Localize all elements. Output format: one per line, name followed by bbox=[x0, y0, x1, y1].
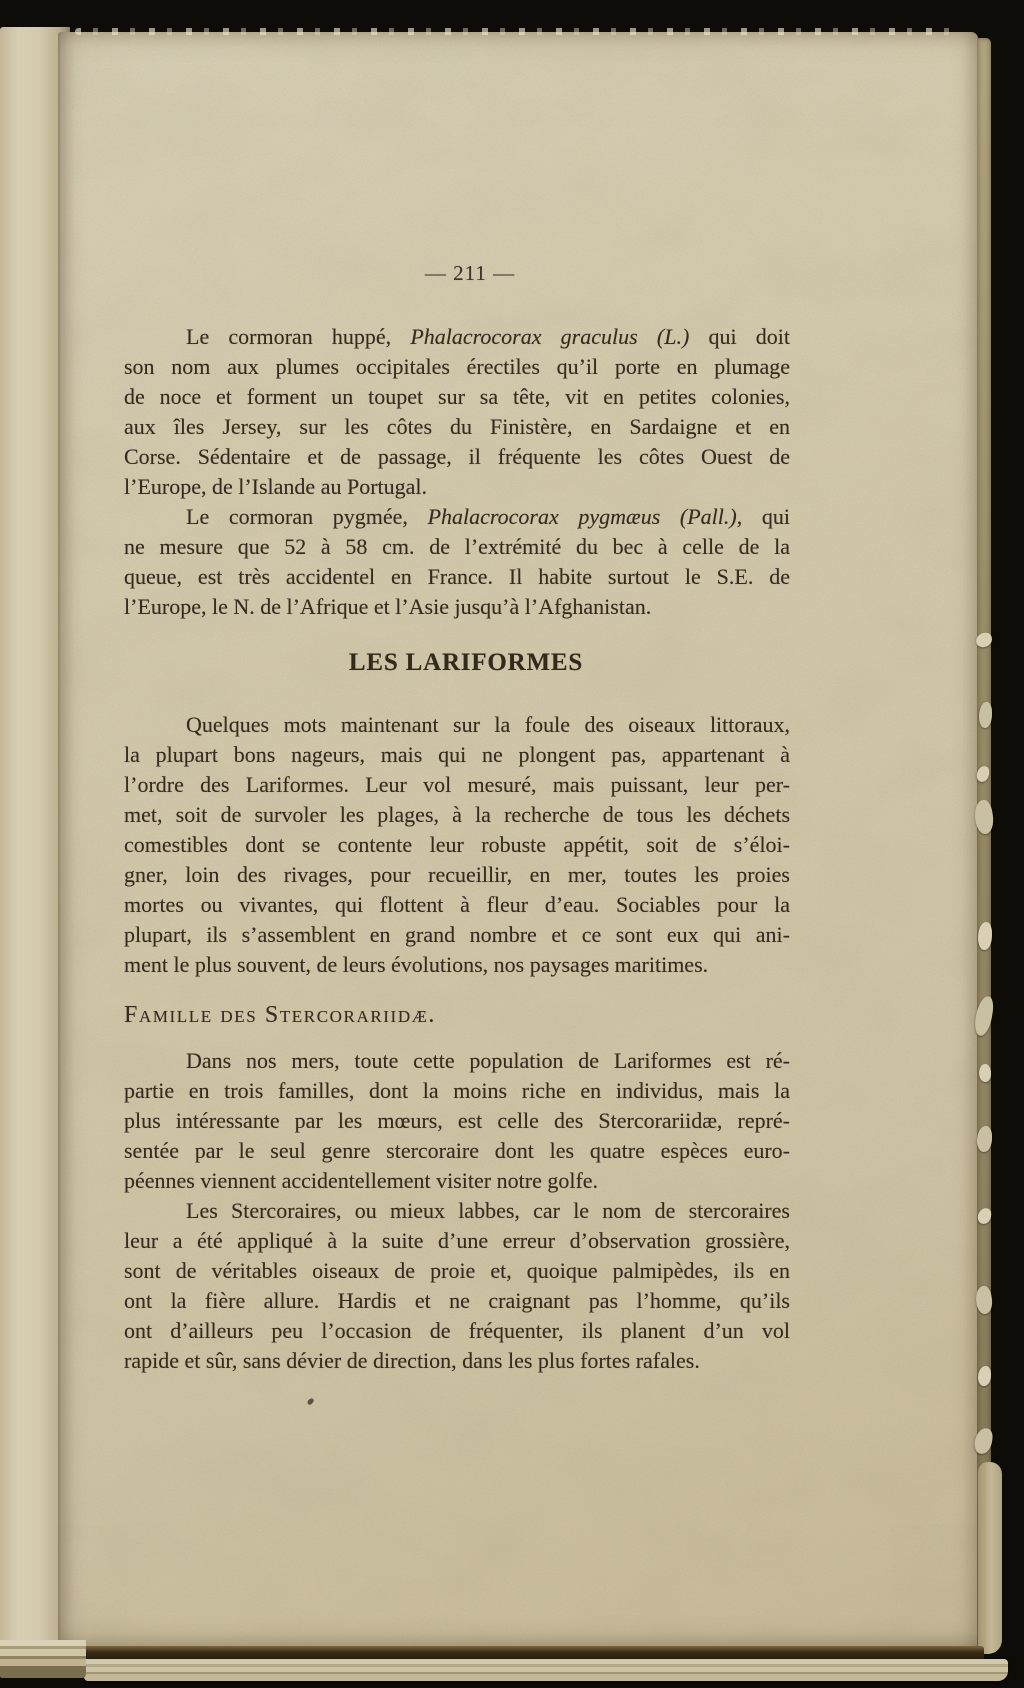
text-line bbox=[124, 1106, 790, 1136]
text-segment: , qui bbox=[736, 504, 790, 529]
text-line bbox=[124, 472, 790, 502]
text-line bbox=[124, 1196, 790, 1226]
page-edges-bulge-right bbox=[978, 1462, 1002, 1654]
paragraph-stercoraires bbox=[124, 1196, 790, 1376]
text-segment: Le cormoran huppé, bbox=[186, 324, 411, 349]
text-line bbox=[124, 1076, 790, 1106]
text-line bbox=[124, 800, 790, 830]
text-line bbox=[124, 442, 790, 472]
text-line bbox=[124, 1256, 790, 1286]
text-segment: Corse. Sédentaire et de passage, il fréquente les côtes Ouest de bbox=[124, 444, 790, 469]
text-segment: aux îles Jersey, sur les côtes du Finistère, en Sardaigne et en bbox=[124, 414, 790, 439]
text-segment: Les Stercoraires, ou mieux labbes, car le nom de stercoraires bbox=[186, 1198, 790, 1223]
text-segment: partie en trois familles, dont la moins riche en individus, mais la bbox=[124, 1078, 790, 1103]
paragraph-cormoran-pygmee bbox=[124, 502, 790, 622]
text-line bbox=[124, 352, 790, 382]
text-line bbox=[124, 1346, 790, 1376]
species-name-italic: Phalacrocorax pygmæus (Pall.) bbox=[427, 504, 737, 529]
paragraph-lariformes-intro bbox=[124, 710, 790, 980]
text-segment: gner, loin des rivages, pour recueillir, en mer, toutes les proies bbox=[124, 862, 790, 887]
text-line bbox=[124, 1046, 790, 1076]
text-line bbox=[124, 770, 790, 800]
text-segment: met, soit de survoler les plages, à la recherche de tous les déchets bbox=[124, 802, 790, 827]
text-segment: son nom aux plumes occipitales érectiles qu’il porte en plumage bbox=[124, 354, 790, 379]
text-segment: l’ordre des Lariformes. Leur vol mesuré, mais puissant, leur per- bbox=[124, 772, 790, 797]
text-line bbox=[124, 1226, 790, 1256]
text-segment: mortes ou vivantes, qui flottent à fleur d’eau. Sociables pour la bbox=[124, 892, 790, 917]
species-name-italic: Phalacrocorax graculus (L.) bbox=[410, 324, 690, 349]
text-segment: l’Europe, de l’Islande au Portugal. bbox=[124, 474, 428, 499]
paragraph-cormoran-huppe bbox=[124, 322, 790, 502]
text-segment: plupart, ils s’assemblent en grand nombre et ce sont eux qui ani- bbox=[124, 922, 790, 947]
text-line bbox=[124, 1316, 790, 1346]
page-stack-edges-bottom-left bbox=[0, 1640, 86, 1678]
text-line bbox=[124, 502, 790, 532]
text-segment: ont d’ailleurs peu l’occasion de fréquenter, ils planent d’un vol bbox=[124, 1318, 790, 1343]
text-line bbox=[124, 1286, 790, 1316]
text-segment: rapide et sûr, sans dévier de direction, dans les plus fortes rafales. bbox=[124, 1348, 700, 1373]
text-segment: l’Europe, le N. de l’Afrique et l’Asie jusqu’à l’Afghanistan. bbox=[124, 594, 652, 619]
text-line bbox=[124, 1136, 790, 1166]
text-line bbox=[124, 1166, 790, 1196]
page-block-edge-right bbox=[977, 38, 991, 1650]
text-line bbox=[124, 532, 790, 562]
text-segment: leur a été appliqué à la suite d’une erreur d’observation grossière, bbox=[124, 1228, 790, 1253]
text-line bbox=[124, 860, 790, 890]
text-line bbox=[124, 562, 790, 592]
ink-speck bbox=[306, 1397, 314, 1406]
family-heading-stercorariidae: Famille des Stercorariidæ. bbox=[124, 1002, 437, 1028]
text-line bbox=[124, 412, 790, 442]
text-segment: comestibles dont se contente leur robuste appétit, soit de s’éloi- bbox=[124, 832, 790, 857]
text-line bbox=[124, 830, 790, 860]
paragraph-stercorariidae bbox=[124, 1046, 790, 1196]
text-line bbox=[124, 322, 790, 352]
deckle-edge-top bbox=[75, 28, 955, 35]
text-line bbox=[124, 382, 790, 412]
text-segment: péennes viennent accidentellement visiter notre golfe. bbox=[124, 1168, 599, 1193]
section-heading-lariformes: LES LARIFORMES bbox=[348, 649, 584, 676]
text-segment: queue, est très accidentel en France. Il habite surtout le S.E. de bbox=[124, 564, 790, 589]
page-stack-edges-bottom bbox=[84, 1659, 1008, 1681]
text-segment: sont de véritables oiseaux de proie et, quoique palmipèdes, ils en bbox=[124, 1258, 790, 1283]
text-line bbox=[124, 740, 790, 770]
text-segment: ont la fière allure. Hardis et ne craignant pas l’homme, qu’ils bbox=[124, 1288, 790, 1313]
text-segment: de noce et forment un toupet sur sa tête, vit en petites colonies, bbox=[124, 384, 790, 409]
text-segment: la plupart bons nageurs, mais qui ne plongent pas, appartenant à bbox=[124, 742, 790, 767]
text-line bbox=[124, 920, 790, 950]
page-number: — 211 — bbox=[424, 261, 516, 285]
text-line bbox=[124, 710, 790, 740]
text-segment: qui doit bbox=[689, 324, 791, 349]
text-segment: ment le plus souvent, de leurs évolutions, nos paysages maritimes. bbox=[124, 952, 709, 977]
page-content bbox=[124, 258, 790, 1376]
text-segment: Dans nos mers, toute cette population de Lariformes est ré- bbox=[186, 1048, 790, 1073]
text-segment: Le cormoran pygmée, bbox=[186, 504, 428, 529]
text-segment: sentée par le seul genre stercoraire dont les quatre espèces euro- bbox=[124, 1138, 790, 1163]
text-segment: Quelques mots maintenant sur la foule des oiseaux littoraux, bbox=[186, 712, 790, 737]
text-segment: plus intéressante par les mœurs, est celle des Stercorariidæ, repré- bbox=[124, 1108, 790, 1133]
text-line bbox=[124, 950, 790, 980]
text-line bbox=[124, 592, 790, 622]
book-page bbox=[58, 32, 978, 1648]
text-line bbox=[124, 890, 790, 920]
text-segment: ne mesure que 52 à 58 cm. de l’extrémité du bec à celle de la bbox=[124, 534, 790, 559]
